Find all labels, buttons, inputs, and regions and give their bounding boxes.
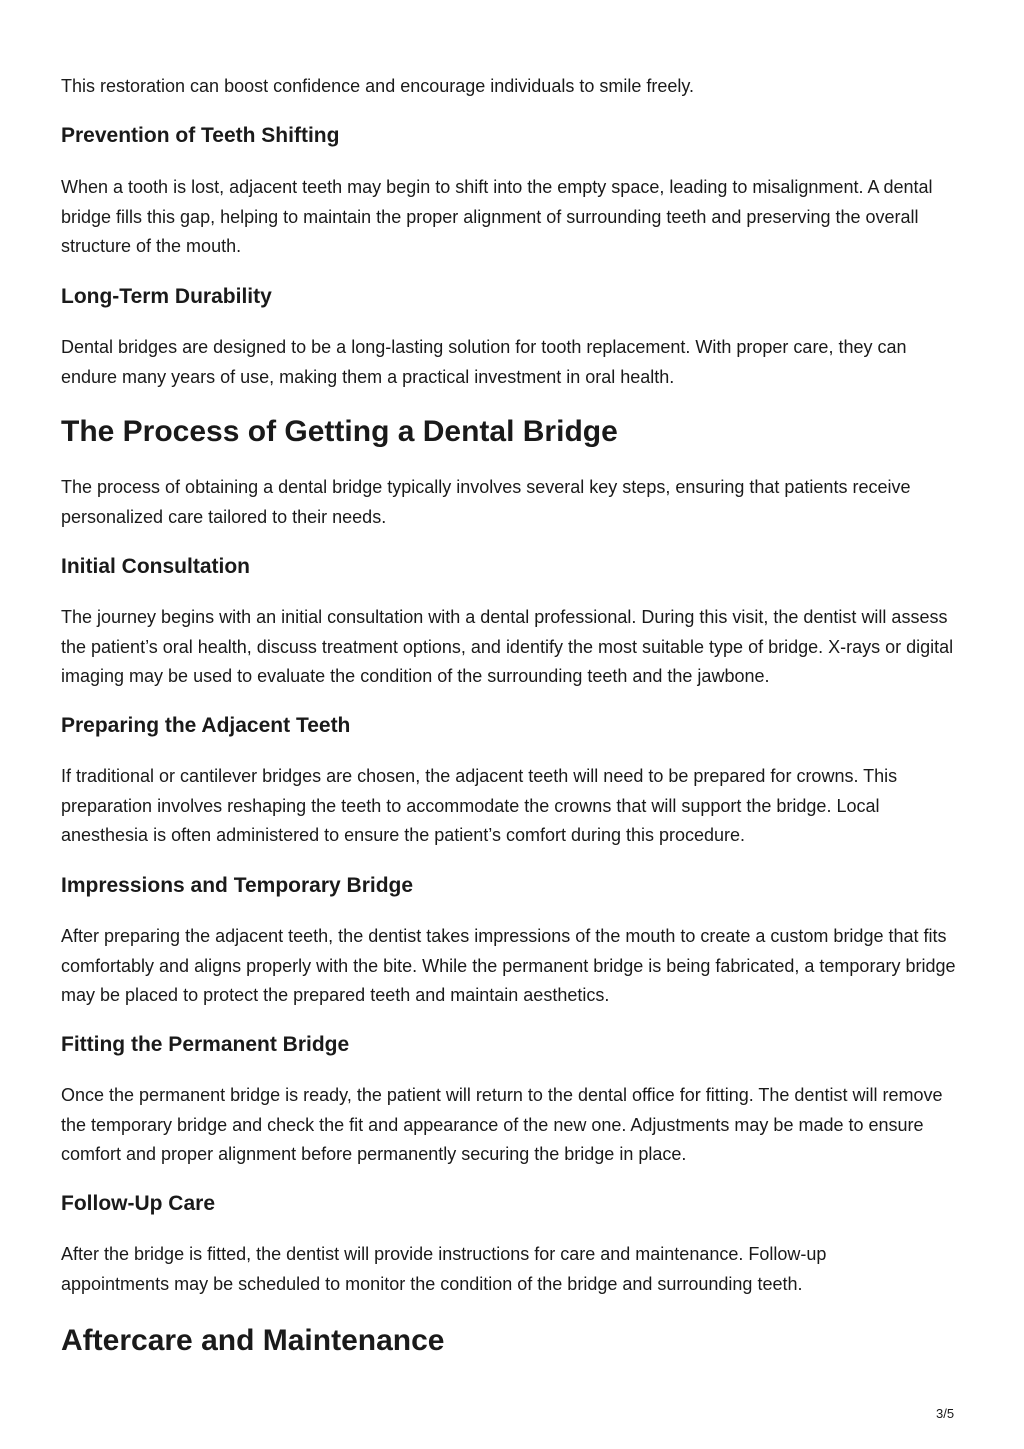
section-heading: Impressions and Temporary Bridge bbox=[61, 874, 414, 897]
paragraph: After preparing the adjacent teeth, the dentist takes impressions of the mouth to create a custom bridge that fits comfortably and aligns properly with the bite. While the permanent bridge is being fabricated, a temporary bridge may be placed to protect the prepared teeth and maintain aesthetics. bbox=[61, 926, 956, 1005]
section-heading: Preparing the Adjacent Teeth bbox=[61, 714, 351, 737]
paragraph: This restoration can boost confidence and encourage individuals to smile freely. bbox=[61, 76, 695, 96]
section-heading: Long-Term Durability bbox=[61, 285, 272, 308]
section-heading: Follow-Up Care bbox=[61, 1192, 216, 1215]
paragraph: Once the permanent bridge is ready, the patient will return to the dental office for fitting. The dentist will remove the temporary bridge and check the fit and appearance of the new one. Adjustments may be made to ensure comfort and proper alignment before permanently securing the bridge in place. bbox=[61, 1085, 943, 1164]
paragraph: If traditional or cantilever bridges are chosen, the adjacent teeth will need to be prepared for crowns. This preparation involves reshaping the teeth to accommodate the crowns that will support the bridge. Local anesthesia is often administered to ensure the patient’s comfort during this procedure. bbox=[61, 766, 898, 845]
section-heading: Initial Consultation bbox=[61, 555, 250, 578]
page-number: 3/5 bbox=[936, 1406, 955, 1421]
chapter-heading: The Process of Getting a Dental Bridge bbox=[61, 415, 618, 448]
section-heading: Prevention of Teeth Shifting bbox=[61, 124, 340, 147]
chapter-heading: Aftercare and Maintenance bbox=[61, 1324, 445, 1357]
paragraph: The process of obtaining a dental bridge typically involves several key steps, ensuring that patients receive personalized care tailored to their needs. bbox=[61, 477, 911, 527]
paragraph: When a tooth is lost, adjacent teeth may begin to shift into the empty space, leading to misalignment. A dental bridge fills this gap, helping to maintain the proper alignment of surrounding teeth and preserving the overall structure of the mouth. bbox=[61, 177, 933, 256]
section-heading: Fitting the Permanent Bridge bbox=[61, 1033, 350, 1056]
paragraph: After the bridge is fitted, the dentist will provide instructions for care and maintenance. Follow-up appointments may be scheduled to monitor the condition of the bridge and surrounding teeth. bbox=[61, 1244, 827, 1294]
paragraph: Dental bridges are designed to be a long-lasting solution for tooth replacement. With proper care, they can endure many years of use, making them a practical investment in oral health. bbox=[61, 337, 907, 387]
paragraph: The journey begins with an initial consultation with a dental professional. During this visit, the dentist will assess the patient’s oral health, discuss treatment options, and identify the most suitable type of bridge. X-rays or digital imaging may be used to evaluate the condition of the surrounding teeth and the jawbone. bbox=[61, 607, 954, 686]
